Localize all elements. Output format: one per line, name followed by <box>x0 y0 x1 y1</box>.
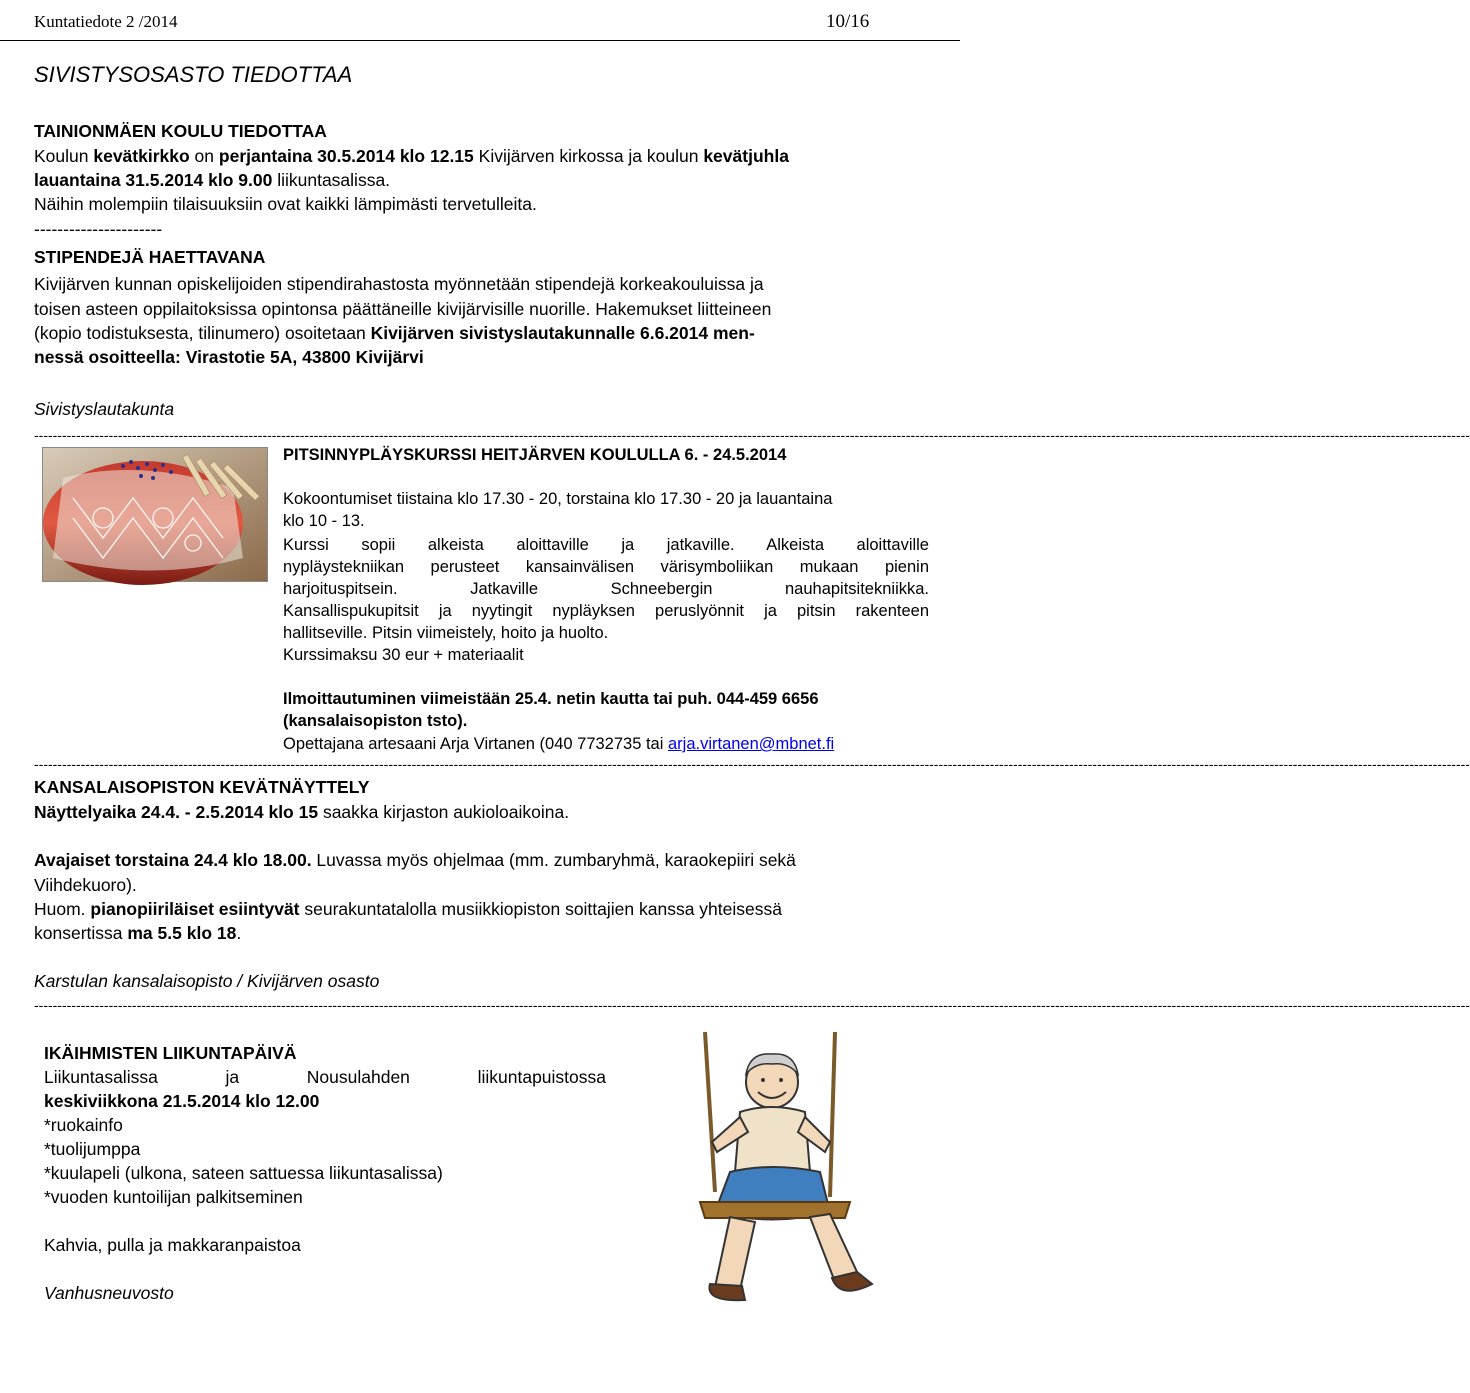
lace-line-3: Kurssi sopii alkeista aloittaville ja jatkaville. Alkeista aloittaville <box>283 536 929 554</box>
exhibition-signature: Karstulan kansalaisopisto / Kivijärven osasto <box>34 971 380 991</box>
exhibition-opening-line-2: Viihdekuoro). <box>34 875 137 895</box>
page-header <box>0 0 960 42</box>
exhibition-note-line-2: konsertissa ma 5.5 klo 18. <box>34 923 242 943</box>
elderly-item: *kuulapeli (ulkona, sateen sattuessa liikuntasalissa) <box>44 1163 443 1183</box>
school-line-2: lauantaina 31.5.2014 klo 9.00 liikuntasalissa. <box>34 170 391 190</box>
stipend-heading: STIPENDEJÄ HAETTAVANA <box>34 247 266 267</box>
elderly-item: *tuolijumppa <box>44 1139 141 1159</box>
section-divider: -------------------------------------------------------------------------------------------------------------------------------------------------------------------------------------------------------------------------------------------------------------------------------------------------------------------- <box>34 756 1470 772</box>
stipend-line-1: Kivijärven kunnan opiskelijoiden stipendirahastosta myönnetään stipendejä korkeakouluissa ja <box>34 274 764 294</box>
elderly-item: *ruokainfo <box>44 1115 123 1135</box>
lace-line-8: Kurssimaksu 30 eur + materiaalit <box>283 646 524 664</box>
lace-heading: PITSINNYPLÄYSKURSSI HEITJÄRVEN KOULULLA 6. - 24.5.2014 <box>283 446 787 464</box>
exhibition-heading: KANSALAISOPISTON KEVÄTNÄYTTELY <box>34 777 370 797</box>
page-title: SIVISTYSOSASTO TIEDOTTAA <box>34 62 353 87</box>
lace-line-1: Kokoontumiset tiistaina klo 17.30 - 20, torstaina klo 17.30 - 20 ja lauantaina <box>283 490 833 508</box>
page-number: 10/16 <box>826 11 870 32</box>
lace-photo <box>42 447 268 582</box>
school-line-1: Koulun kevätkirkko on perjantaina 30.5.2014 klo 12.15 Kivijärven kirkossa ja koulun kevätjuhla <box>34 146 789 166</box>
stipend-line-2: toisen asteen oppilaitoksissa opintonsa päättäneille kivijärvisille nuorille. Hakemukset liitteineen <box>34 299 772 319</box>
school-line-3: Näihin molempiin tilaisuuksiin ovat kaikki lämpimästi tervetulleita. <box>34 194 537 214</box>
elderly-place: Liikuntasalissa ja Nousulahden liikuntapuistossa <box>44 1067 606 1087</box>
section-divider: -------------------------------------------------------------------------------------------------------------------------------------------------------------------------------------------------------------------------------------------------------------------------------------------------------------------- <box>34 997 1470 1013</box>
lace-line-7: hallitseville. Pitsin viimeistely, hoito ja huolto. <box>283 624 609 642</box>
exhibition-opening: Avajaiset torstaina 24.4 klo 18.00. Luvassa myös ohjelmaa (mm. zumbaryhmä, karaokepiiri sekä <box>34 850 796 870</box>
elderly-swing-illustration <box>660 1032 890 1322</box>
teacher-email-link[interactable]: arja.virtanen@mbnet.fi <box>667 735 835 753</box>
stipend-line-3: (kopio todistuksesta, tilinumero) osoitetaan Kivijärven sivistyslautakunnalle 6.6.2014 men- <box>34 323 755 343</box>
lace-pillow-image <box>43 448 267 581</box>
section-divider: -------------------------------------------------------------------------------------------------------------------------------------------------------------------------------------------------------------------------------------------------------------------------------------------------------------------- <box>34 427 1470 443</box>
exhibition-time: Näyttelyaika 24.4. - 2.5.2014 klo 15 saakka kirjaston aukioloaikoina. <box>34 802 570 822</box>
lace-teacher: Opettajana artesaani Arja Virtanen (040 7732735 tai arja.virtanen@mbnet.fi <box>283 735 835 753</box>
elderly-date: keskiviikkona 21.5.2014 klo 12.00 <box>44 1091 320 1111</box>
elderly-heading: IKÄIHMISTEN LIIKUNTAPÄIVÄ <box>44 1043 297 1063</box>
lace-registration: Ilmoittautuminen viimeistään 25.4. netin kautta tai puh. 044-459 6656 <box>283 690 819 708</box>
elderly-item: *vuoden kuntoilijan palkitseminen <box>44 1187 303 1207</box>
lace-line-5: harjoituspitsein. Jatkaville Schneebergin nauhapitsitekniikka. <box>283 580 929 598</box>
exhibition-note: Huom. pianopiiriläiset esiintyvät seurakuntatalolla musiikkiopiston soittajien kanssa yhteisessä <box>34 899 782 919</box>
header-rule <box>0 40 960 41</box>
school-separator: ---------------------- <box>34 219 163 239</box>
publication-name: Kuntatiedote 2 /2014 <box>34 12 178 31</box>
lace-line-2: klo 10 - 13. <box>283 512 365 530</box>
lace-registration-office: (kansalaisopiston tsto). <box>283 712 468 730</box>
elderly-snacks: Kahvia, pulla ja makkaranpaistoa <box>44 1235 301 1255</box>
school-heading: TAINIONMÄEN KOULU TIEDOTTAA <box>34 121 327 141</box>
elderly-signature: Vanhusneuvosto <box>44 1283 174 1303</box>
stipend-line-4: nessä osoitteella: Virastotie 5A, 43800 Kivijärvi <box>34 347 424 367</box>
lace-line-4: nypläystekniikan perusteet kansainvälisen värisymboliikan mukaan pienin <box>283 558 929 576</box>
lace-line-6: Kansallispukupitsit ja nyytingit nypläyksen peruslyönnit ja pitsin rakenteen <box>283 602 929 620</box>
stipend-signature: Sivistyslautakunta <box>34 399 175 419</box>
